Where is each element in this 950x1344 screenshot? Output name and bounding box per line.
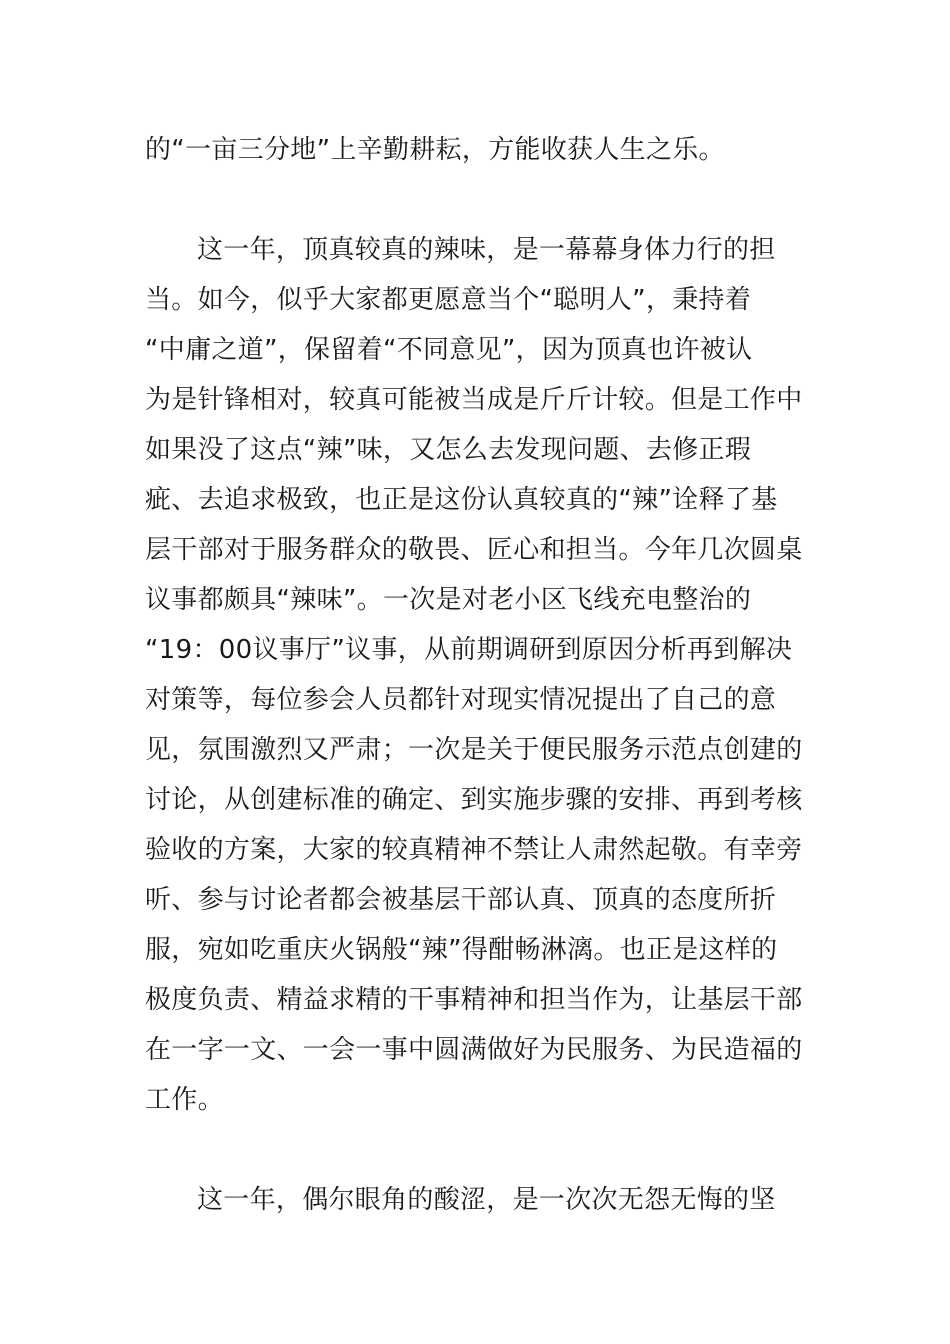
paragraph-2-line-18: 工作。 — [145, 1085, 224, 1115]
paragraph-2-line-1: 这一年，顶真较真的辣味，是一幕幕身体力行的担 — [197, 235, 776, 265]
paragraph-2-line-11: 见，氛围激烈又严肃；一次是关于便民服务示范点创建的 — [145, 735, 803, 765]
paragraph-2-line-6: 疵、去追求极致，也正是这份认真较真的“辣”诠释了基 — [145, 485, 778, 515]
paragraph-2-line-14: 听、参与讨论者都会被基层干部认真、顶真的态度所折 — [145, 885, 777, 915]
paragraph-2-line-5: 如果没了这点“辣”味，又怎么去发现问题、去修正瑕 — [145, 435, 752, 465]
paragraph-2-line-2: 当。如今，似乎大家都更愿意当个“聪明人”，秉持着 — [145, 285, 752, 315]
paragraph-2-line-9: “19：00议事厅”议事，从前期调研到原因分析再到解决 — [145, 635, 793, 665]
paragraph-2-line-10: 对策等，每位参会人员都针对现实情况提出了自己的意 — [145, 685, 777, 715]
paragraph-2-line-8: 议事都颇具“辣味”。一次是对老小区飞线充电整治的 — [145, 585, 752, 615]
paragraph-3-line-1: 这一年，偶尔眼角的酸涩，是一次次无怨无悔的坚 — [197, 1185, 776, 1215]
paragraph-2-line-7: 层干部对于服务群众的敬畏、匠心和担当。今年几次圆桌 — [145, 535, 803, 565]
paragraph-2-line-16: 极度负责、精益求精的干事精神和担当作为，让基层干部 — [145, 985, 803, 1015]
paragraph-2-line-4: 为是针锋相对，较真可能被当成是斤斤计较。但是工作中 — [145, 385, 803, 415]
paragraph-2-line-15: 服，宛如吃重庆火锅般“辣”得酣畅淋漓。也正是这样的 — [145, 935, 778, 965]
paragraph-2-line-13: 验收的方案，大家的较真精神不禁让人肃然起敬。有幸旁 — [145, 835, 803, 865]
paragraph-1-line-1: 的“一亩三分地”上辛勤耕耘，方能收获人生之乐。 — [145, 135, 725, 165]
paragraph-2-line-12: 讨论，从创建标准的确定、到实施步骤的安排、再到考核 — [145, 785, 803, 815]
paragraph-2-line-17: 在一字一文、一会一事中圆满做好为民服务、为民造福的 — [145, 1035, 803, 1065]
paragraph-2-line-3: “中庸之道”，保留着“不同意见”，因为顶真也许被认 — [145, 335, 753, 365]
